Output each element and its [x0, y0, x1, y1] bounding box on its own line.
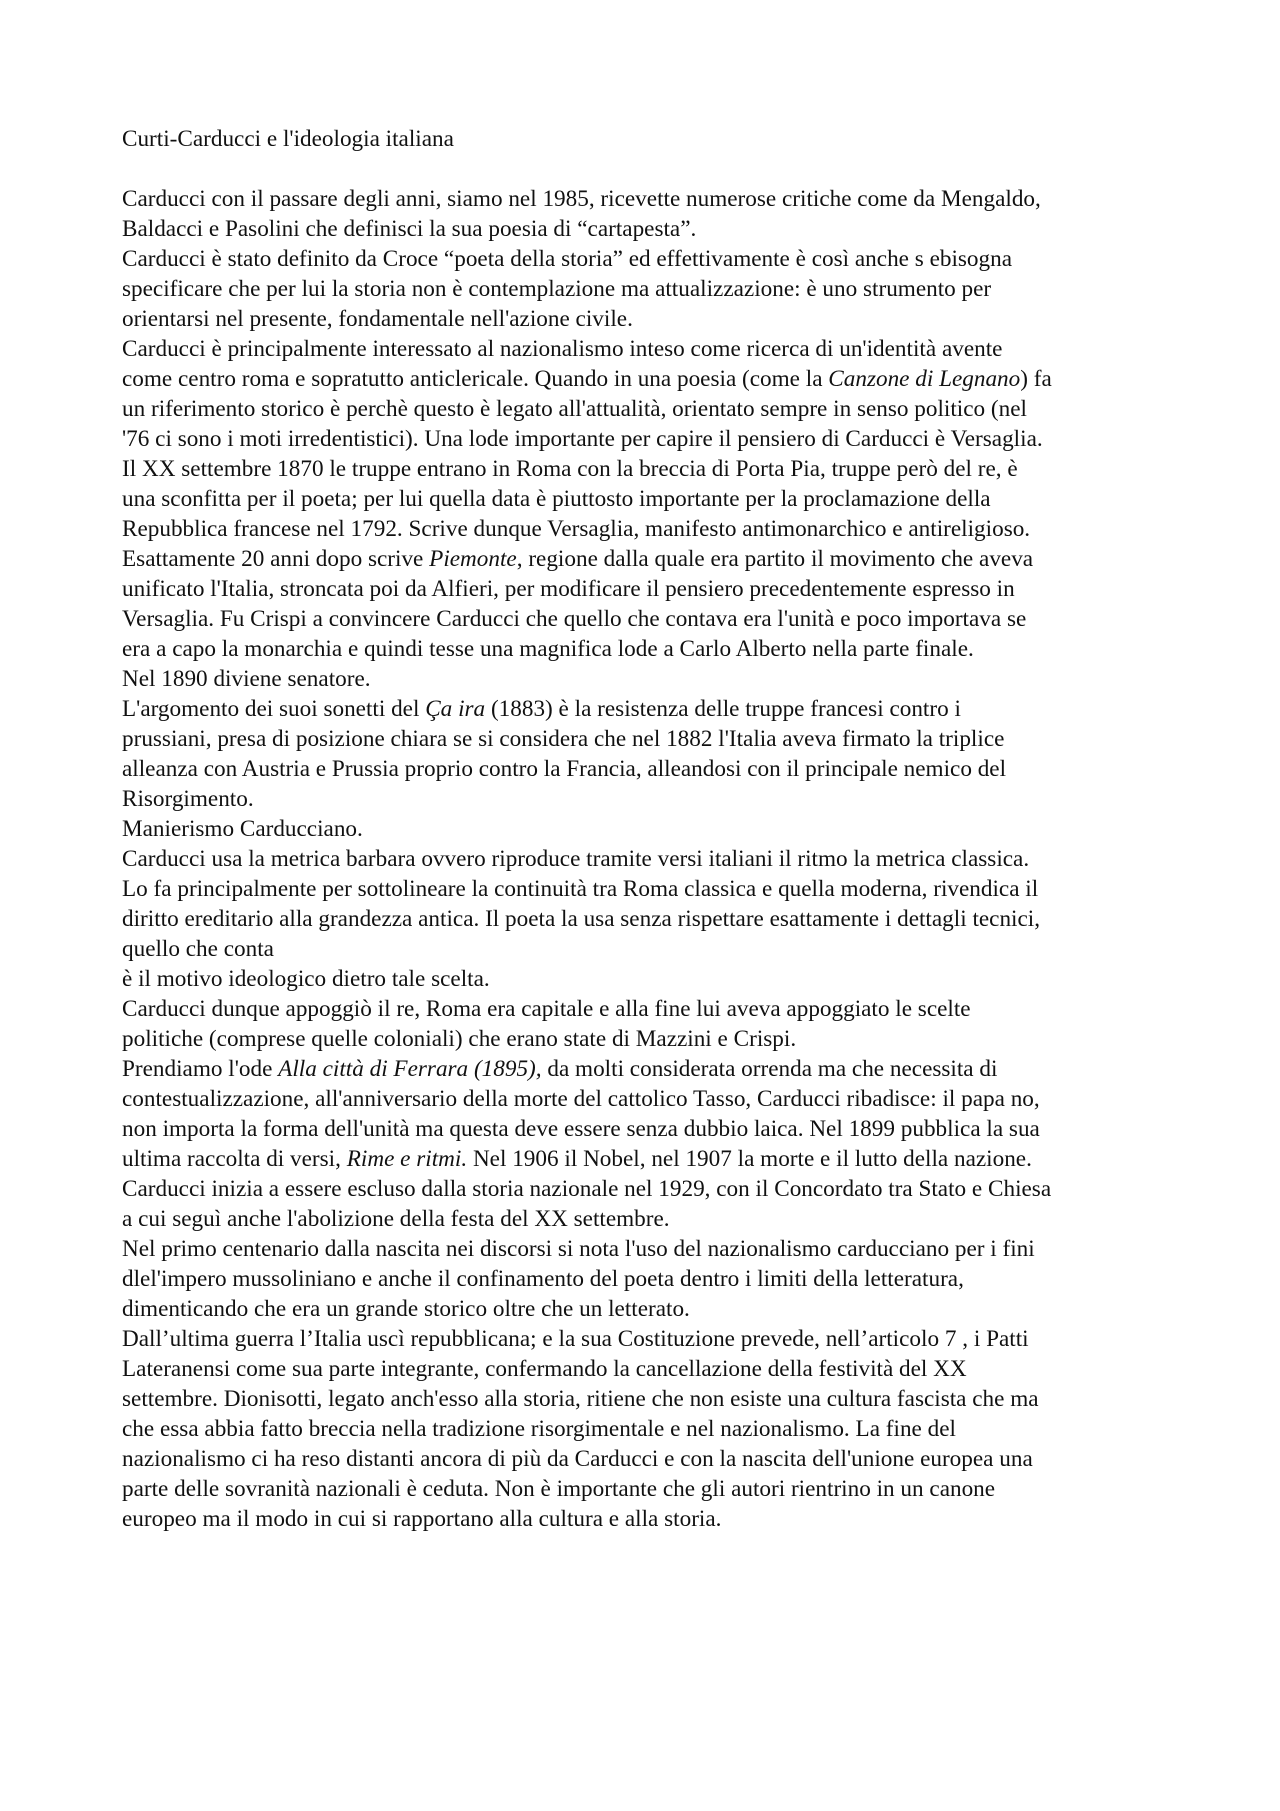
document-title: Curti-Carducci e l'ideologia italiana	[122, 126, 454, 152]
paragraph	[122, 1174, 1172, 1234]
italic-title-run: Alla città di Ferrara (1895),	[278, 1056, 542, 1082]
text-run: Prendiamo l'ode	[122, 1056, 279, 1082]
text-run: da molti considerata orrenda ma che necessita di contestualizzazione, all'anniversario della morte del cattolico Tasso, Carducci ribadisce: il papa no, non importa la forma dell'unità ma questa deve essere senza dubbio laica. Nel 1899 pubblica la sua ultima raccolta di versi,	[122, 1056, 1040, 1172]
paragraph	[122, 1054, 1172, 1174]
paragraph	[122, 814, 1172, 844]
text-run: Carducci inizia a essere escluso dalla storia nazionale nel 1929, con il Concordato tra Stato e Chiesa a cui seguì anche l'abolizione della festa del XX settembre.	[122, 1176, 1052, 1232]
italic-title-run: Piemonte	[429, 546, 517, 572]
text-run: Manierismo Carducciano.	[122, 816, 363, 842]
paragraph	[122, 994, 1172, 1054]
paragraph	[122, 1234, 1172, 1324]
paragraph	[122, 1324, 1172, 1534]
text-run: Dall’ultima guerra l’Italia uscì repubblicana; e la sua Costituzione prevede, nell’articolo 7 , i Patti Lateranensi come sua parte integrante, confermando la cancellazione della festività del XX settembre. Dionisotti, legato anch'esso alla storia, ritiene che non esiste una cultura fascista che ma che essa abbia fatto breccia nella tradizione risorgimentale e nel nazionalismo. La fine del nazionalismo ci ha reso distanti ancora di più da Carducci e con la nascita dell'unione europea una parte delle sovranità nazionali è ceduta. Non è importante che gli autori rientrino in un canone europeo ma il modo in cui si rapportano alla cultura e alla storia.	[122, 1326, 1039, 1532]
text-run: ) fa un riferimento storico è perchè questo è legato all'attualità, orientato sempre in senso politico (nel '76 ci sono i moti irredentistici). Una lode importante per capire il pensiero di Carducci è Versaglia. Il XX settembre 1870 le truppe entrano in Roma con la breccia di Porta Pia, truppe però del re, è una sconfitta per il poeta; per lui quella data è piuttosto importante per la proclamazione della Repubblica francese nel 1792. Scrive dunque Versaglia, manifesto antimonarchico e antireligioso. Esattamente 20 anni dopo scrive	[122, 366, 1052, 572]
text-run: Nel 1890 diviene senatore.	[122, 666, 371, 692]
text-run: L'argomento dei suoi sonetti del	[122, 696, 426, 722]
text-run: Nel primo centenario dalla nascita nei discorsi si nota l'uso del nazionalismo carducciano per i fini dlel'impero mussoliniano e anche il confinamento del poeta dentro i limiti della letteratura, dimenticando che era un grande storico oltre che un letterato.	[122, 1236, 1035, 1322]
document-body	[122, 184, 1172, 1534]
paragraph	[122, 184, 1172, 244]
paragraph	[122, 664, 1172, 694]
text-run: Nel 1906 il Nobel, nel 1907 la morte e il lutto della nazione.	[467, 1146, 1032, 1172]
paragraph	[122, 334, 1172, 664]
text-run: Carducci dunque appoggiò il re, Roma era capitale e alla fine lui aveva appoggiato le scelte politiche (comprese quelle coloniali) che erano state di Mazzini e Crispi.	[122, 996, 971, 1052]
paragraph	[122, 694, 1172, 814]
document-page	[122, 124, 1172, 1534]
text-run: Carducci con il passare degli anni, siamo nel 1985, ricevette numerose critiche come da Mengaldo, Baldacci e Pasolini che definisci la sua poesia di “cartapesta”.	[122, 186, 1041, 242]
text-run: , regione dalla quale era partito il movimento che aveva unificato l'Italia, stroncata poi da Alfieri, per modificare il pensiero precedentemente espresso in Versaglia. Fu Crispi a convincere Carducci che quello che contava era l'unità e poco importava se era a capo la monarchia e quindi tesse una magnifica lode a Carlo Alberto nella parte finale.	[122, 546, 1034, 662]
italic-title-run: Canzone di Legnano	[828, 366, 1021, 392]
text-run: Carducci è principalmente interessato al nazionalismo inteso come ricerca di un'identità avente come centro roma e sopratutto anticlericale. Quando in una poesia (come la	[122, 336, 1003, 392]
text-run: Carducci è stato definito da Croce “poeta della storia” ed effettivamente è così anche s ebisogna specificare che per lui la storia non è contemplazione ma attualizzazione: è uno strumento per orientarsi nel presente, fondamentale nell'azione civile.	[122, 246, 1012, 332]
text-run: Carducci usa la metrica barbara ovvero riproduce tramite versi italiani il ritmo la metrica classica. Lo fa principalmente per sottolineare la continuità tra Roma classica e quella moderna, rivendica il diritto ereditario alla grandezza antica. Il poeta la usa senza rispettare esattamente i dettagli tecnici, quello che conta è il motivo ideologico dietro tale scelta.	[122, 846, 1041, 992]
text-run: (1883) è la resistenza delle truppe francesi contro i prussiani, presa di posizione chiara se si considera che nel 1882 l'Italia aveva firmato la triplice alleanza con Austria e Prussia proprio contro la Francia, alleandosi con il principale nemico del Risorgimento.	[122, 696, 1007, 812]
paragraph	[122, 844, 1172, 994]
paragraph	[122, 244, 1172, 334]
italic-title-run: Rime e ritmi.	[346, 1146, 468, 1172]
italic-title-run: Ça ira	[425, 696, 486, 722]
